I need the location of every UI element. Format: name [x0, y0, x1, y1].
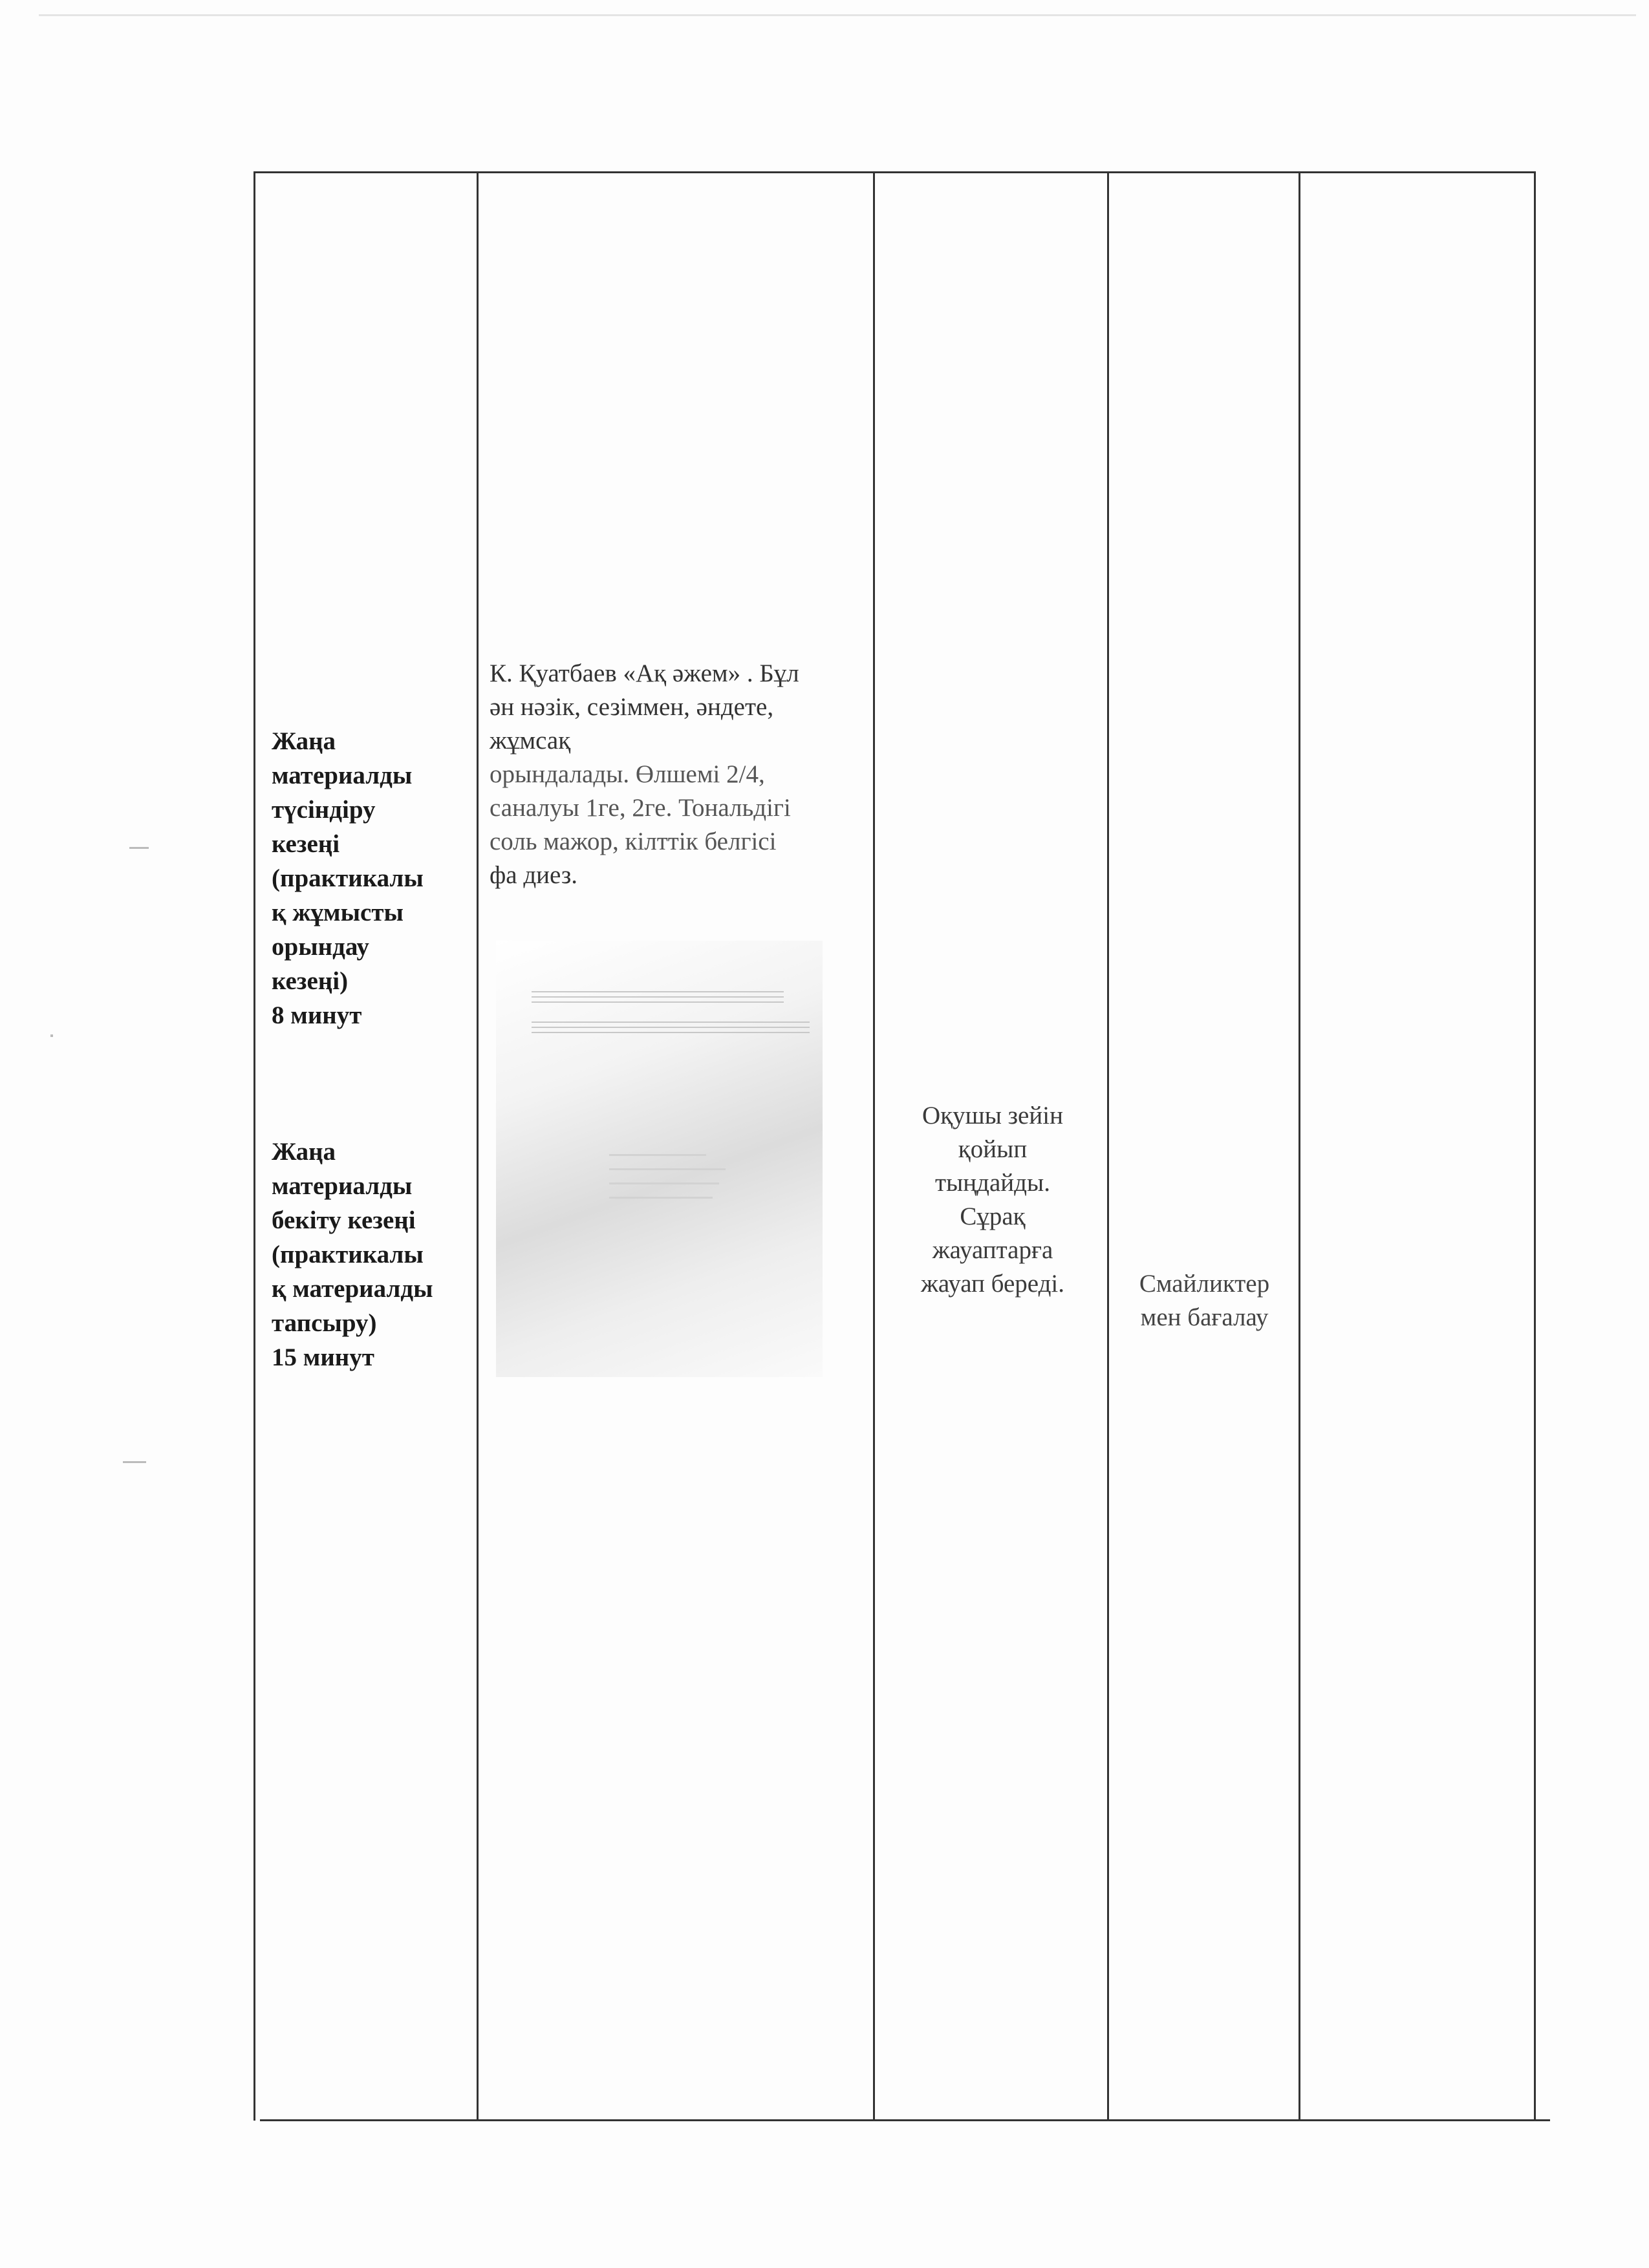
lyrics-line	[609, 1197, 713, 1199]
content-line: фа диез.	[490, 861, 577, 889]
content-line: ән нәзік, сезіммен, әндете,	[490, 693, 774, 721]
content-line: К. Қуатбаев «Ақ әжем» . Бұл	[490, 659, 799, 687]
content-line: соль мажор, кілттік белгісі	[490, 828, 777, 855]
content-description	[490, 657, 878, 892]
table-border-right	[1534, 171, 1536, 2121]
content-line: саналуы 1ге, 2ге. Тональдігі	[490, 794, 791, 822]
sheet-music-image	[496, 941, 823, 1377]
staff-line	[532, 996, 784, 998]
stage-consolidate-label: Жаңа материалды бекіту кезеңі (практикалы қ материалды тапсыру) 15 минут	[272, 1138, 433, 1371]
stage-explain-label: Жаңа материалды түсіндіру кезеңі (практикалы қ жұмысты орындау кезеңі) 8 минут	[272, 727, 424, 1029]
table-top-border	[253, 171, 1534, 173]
staff-line	[532, 991, 784, 992]
table-bottom-border	[260, 2119, 1550, 2121]
content-line: жұмсақ	[490, 727, 571, 754]
staff-line	[532, 1032, 810, 1033]
lyrics-line	[609, 1182, 719, 1184]
column-divider	[477, 171, 479, 2121]
column-divider	[1299, 171, 1300, 2121]
student-activity-text: Оқушы зейін қойып тыңдайды. Сұрақ жауаптарға жауап береді.	[920, 1102, 1065, 1298]
content-line: орындалады. Өлшемі 2/4,	[490, 760, 765, 788]
table-border-left	[253, 171, 255, 2121]
lyrics-line	[609, 1168, 726, 1170]
staff-line	[532, 1001, 784, 1003]
assessment-text: Смайликтер мен бағалау	[1139, 1270, 1270, 1331]
lyrics-line	[609, 1154, 706, 1156]
column-divider	[1107, 171, 1109, 2121]
staff-line	[532, 1027, 810, 1028]
column-divider	[873, 171, 875, 2121]
staff-line	[532, 1022, 810, 1023]
